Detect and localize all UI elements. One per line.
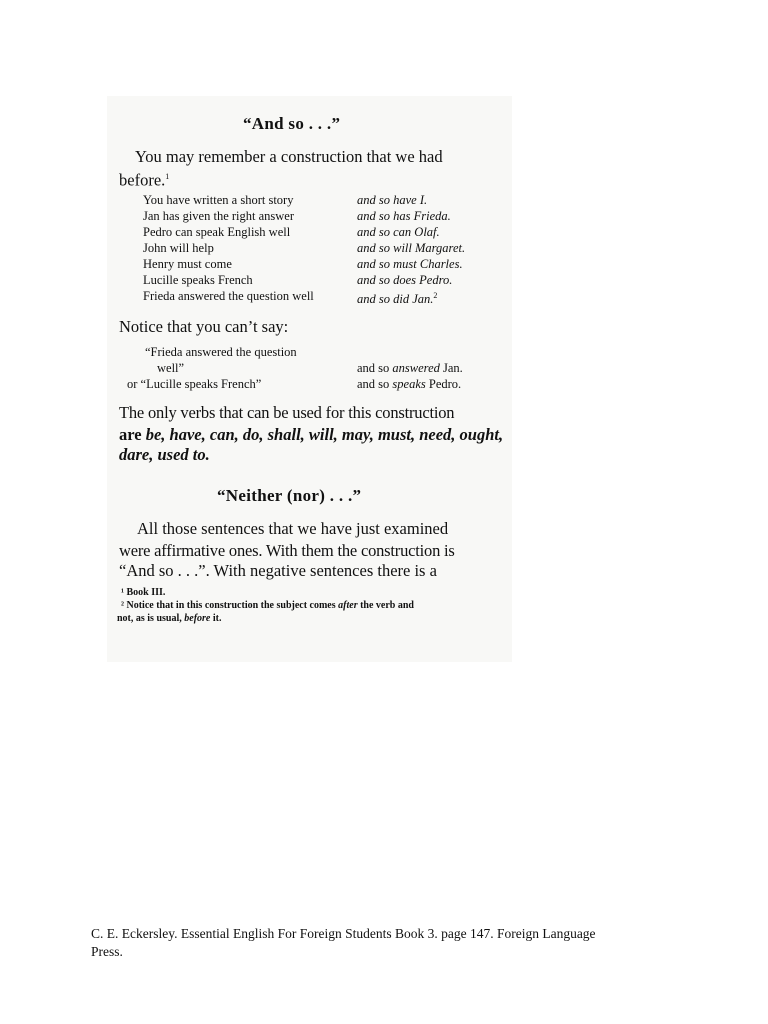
notice-example-1-left — [145, 344, 297, 376]
heading-neither: “Neither (nor) . . .” — [217, 486, 362, 505]
scanned-page — [107, 96, 512, 662]
notice-q1-line2: well” — [157, 361, 185, 375]
notice-example-2-right — [357, 376, 461, 392]
example-right: and so must Charles. — [357, 257, 463, 271]
verbs-line-2 — [119, 424, 503, 446]
caption-line-1: C. E. Eckersley. Essential English For Foreign Students Book 3. page 147. Foreign Language — [91, 926, 596, 941]
footnote-2-pre: ² Notice that in this construction the subject comes — [121, 600, 339, 611]
footnote-ref-1: 1 — [165, 172, 170, 181]
neither-line-3: “And so . . .”. With negative sentences there is a — [119, 561, 437, 580]
verbs-line-1: The only verbs that can be used for this construction — [119, 403, 455, 422]
notice-lead: Notice that you can’t say: — [119, 317, 289, 336]
example-right: and so will Margaret. — [357, 241, 466, 255]
notice-example-1-right — [357, 360, 463, 376]
intro-line-1: You may remember a construction that we had — [135, 147, 443, 166]
example-left: Lucille speaks French — [143, 273, 253, 287]
example-left: Frieda answered the question well — [143, 289, 314, 303]
example-left: John will help — [143, 241, 214, 255]
notice-q2-right-pre: and so — [357, 377, 393, 391]
footnote-2b-pre: not, as is usual, — [117, 613, 185, 624]
neither-line-2: were affirmative ones. With them the construction is — [119, 541, 455, 560]
notice-q1-line1: “Frieda answered the question — [145, 345, 297, 359]
notice-example-2-left: or “Lucille speaks French” — [127, 377, 262, 391]
footnote-ref-2: 2 — [433, 291, 438, 300]
footnote-2b-em: before — [184, 613, 211, 624]
example-left: Pedro can speak English well — [143, 225, 291, 239]
example-right: and so did Jan.$^2$ — [357, 291, 438, 307]
example-left: Henry must come — [143, 257, 232, 271]
footnote-1: ¹ Book III. — [121, 587, 166, 598]
footnote-2-em: after — [338, 600, 358, 611]
example-left: Jan has given the right answer — [143, 209, 295, 223]
example-right: and so can Olaf. — [357, 225, 440, 239]
source-caption — [91, 925, 691, 961]
neither-line-1: All those sentences that we have just examined — [137, 519, 449, 538]
example-right: and so has Frieda. — [357, 209, 451, 223]
footnote-2-post: the verb and — [357, 600, 414, 611]
intro-line-2: before.$^1$ — [119, 170, 170, 190]
notice-q1-right-post: Jan. — [439, 361, 463, 375]
notice-q1-right-pre: and so — [357, 361, 393, 375]
notice-q1-right-em: answered — [392, 361, 440, 375]
notice-q2-right-em: speaks — [392, 377, 426, 391]
heading-and-so: “And so . . .” — [243, 114, 341, 133]
footnote-2-line-1 — [117, 599, 414, 612]
example-right: and so have I. — [357, 193, 428, 207]
examples-right-column — [357, 192, 466, 307]
examples-left-column — [143, 192, 314, 304]
verbs-line-3: dare, used to. — [119, 445, 210, 464]
example-right: and so does Pedro. — [357, 273, 453, 287]
verbs-line-2-pre: are — [119, 425, 146, 444]
notice-q2-right-post: Pedro. — [425, 377, 462, 391]
footnote-2-line-2 — [117, 612, 414, 625]
example-left: You have written a short story — [143, 193, 294, 207]
footnote-2b-post: it. — [210, 613, 222, 624]
footnotes — [117, 586, 414, 625]
caption-line-2: Press. — [91, 944, 123, 959]
verbs-list: be, have, can, do, shall, will, may, must, need, ought, — [145, 425, 504, 444]
